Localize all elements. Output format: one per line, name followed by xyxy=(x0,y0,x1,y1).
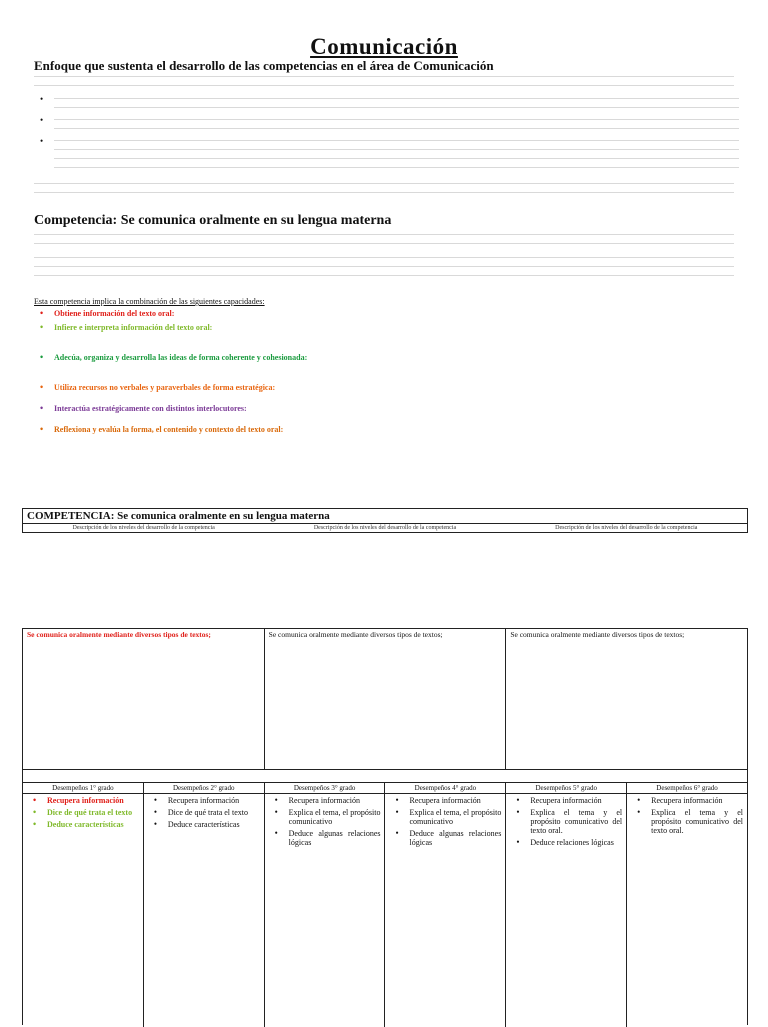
grade-item: • Explica el tema y el propósito comunicativo del texto oral. xyxy=(510,808,622,835)
grade-column xyxy=(627,783,747,1027)
grade-header: Desempeños 2° grado xyxy=(144,783,264,794)
page-title: Comunicación xyxy=(310,34,458,59)
capacity-item: • Infiere e interpreta información del texto oral: xyxy=(34,323,739,350)
section1-intro xyxy=(34,73,734,91)
grade-item: • Explica el tema, el propósito comunicativo xyxy=(269,808,381,826)
grade-column xyxy=(144,783,265,1027)
competency-table-title: COMPETENCIA: Se comunica oralmente en su lengua materna xyxy=(23,509,747,524)
column-label: Descripción de los niveles del desarrollo de la competencia xyxy=(313,525,457,531)
grade-header: Desempeños 1° grado xyxy=(23,783,143,794)
section1-bullet xyxy=(34,95,739,113)
grade-item: • Deduce algunas relaciones lógicas xyxy=(269,829,381,847)
grade-header: Desempeños 3° grado xyxy=(265,783,385,794)
section1-bullet xyxy=(34,116,739,134)
capacity-item: • Reflexiona y evalúa la forma, el contenido y contexto del texto oral: xyxy=(34,425,739,461)
capacities-intro: Esta competencia implica la combinación de las siguientes capacidades: xyxy=(34,297,265,306)
grades-row xyxy=(23,783,747,1027)
column-label: Descripción de los niveles del desarrollo de la competencia xyxy=(72,525,215,531)
competency-table-header xyxy=(22,508,748,533)
grade-item: • Deduce relaciones lógicas xyxy=(510,838,622,847)
grade-header: Desempeños 4° grado xyxy=(385,783,505,794)
grade-item: • Explica el tema y el propósito comunicativo del texto oral. xyxy=(631,808,743,835)
grade-column xyxy=(506,783,627,1027)
section1-bullet xyxy=(34,137,739,173)
grade-item: • Deduce características xyxy=(27,820,139,829)
grade-item: • Dice de qué trata el texto xyxy=(148,808,260,817)
grade-item: • Recupera información xyxy=(510,796,622,805)
level-cell: Se comunica oralmente mediante diversos tipos de textos; xyxy=(23,629,265,769)
level-cell: Se comunica oralmente mediante diversos tipos de textos; xyxy=(265,629,507,769)
section1-bullets xyxy=(34,95,739,176)
section2-para2 xyxy=(34,254,734,281)
competency-table-labels xyxy=(23,524,747,532)
section2-para1 xyxy=(34,231,734,249)
grade-column xyxy=(265,783,386,1027)
grade-item: • Recupera información xyxy=(27,796,139,805)
grade-item: • Recupera información xyxy=(389,796,501,805)
grade-item: • Recupera información xyxy=(631,796,743,805)
section-heading-competencia: Competencia: Se comunica oralmente en su lengua materna xyxy=(34,213,392,228)
grade-item: • Deduce algunas relaciones lógicas xyxy=(389,829,501,847)
capacity-item: • Obtiene información del texto oral: xyxy=(34,309,739,320)
level-cell: Se comunica oralmente mediante diversos tipos de textos; xyxy=(510,630,685,639)
levels-row xyxy=(23,629,747,770)
section-heading-enfoque: Enfoque que sustenta el desarrollo de las competencias en el área de Comunicación xyxy=(34,58,494,73)
grade-item: • Dice de qué trata el texto xyxy=(27,808,139,817)
capacity-item: • Interactúa estratégicamente con distintos interlocutores: xyxy=(34,404,739,422)
section1-closing xyxy=(34,180,734,198)
grade-header: Desempeños 5° grado xyxy=(506,783,626,794)
grade-item: • Recupera información xyxy=(148,796,260,805)
capacity-item: • Adecúa, organiza y desarrolla las ideas de forma coherente y cohesionada: xyxy=(34,353,739,380)
grade-header: Desempeños 6° grado xyxy=(627,783,747,794)
grade-column xyxy=(23,783,144,1027)
grade-column xyxy=(385,783,506,1027)
capacities-list xyxy=(34,309,739,464)
column-label: Descripción de los niveles del desarrollo de la competencia xyxy=(555,525,698,531)
grade-item: • Explica el tema, el propósito comunicativo xyxy=(389,808,501,826)
levels-grades-table xyxy=(22,628,748,1025)
grade-item: • Deduce características xyxy=(148,820,260,829)
capacity-item: • Utiliza recursos no verbales y paraverbales de forma estratégica: xyxy=(34,383,739,401)
grade-item: • Recupera información xyxy=(269,796,381,805)
